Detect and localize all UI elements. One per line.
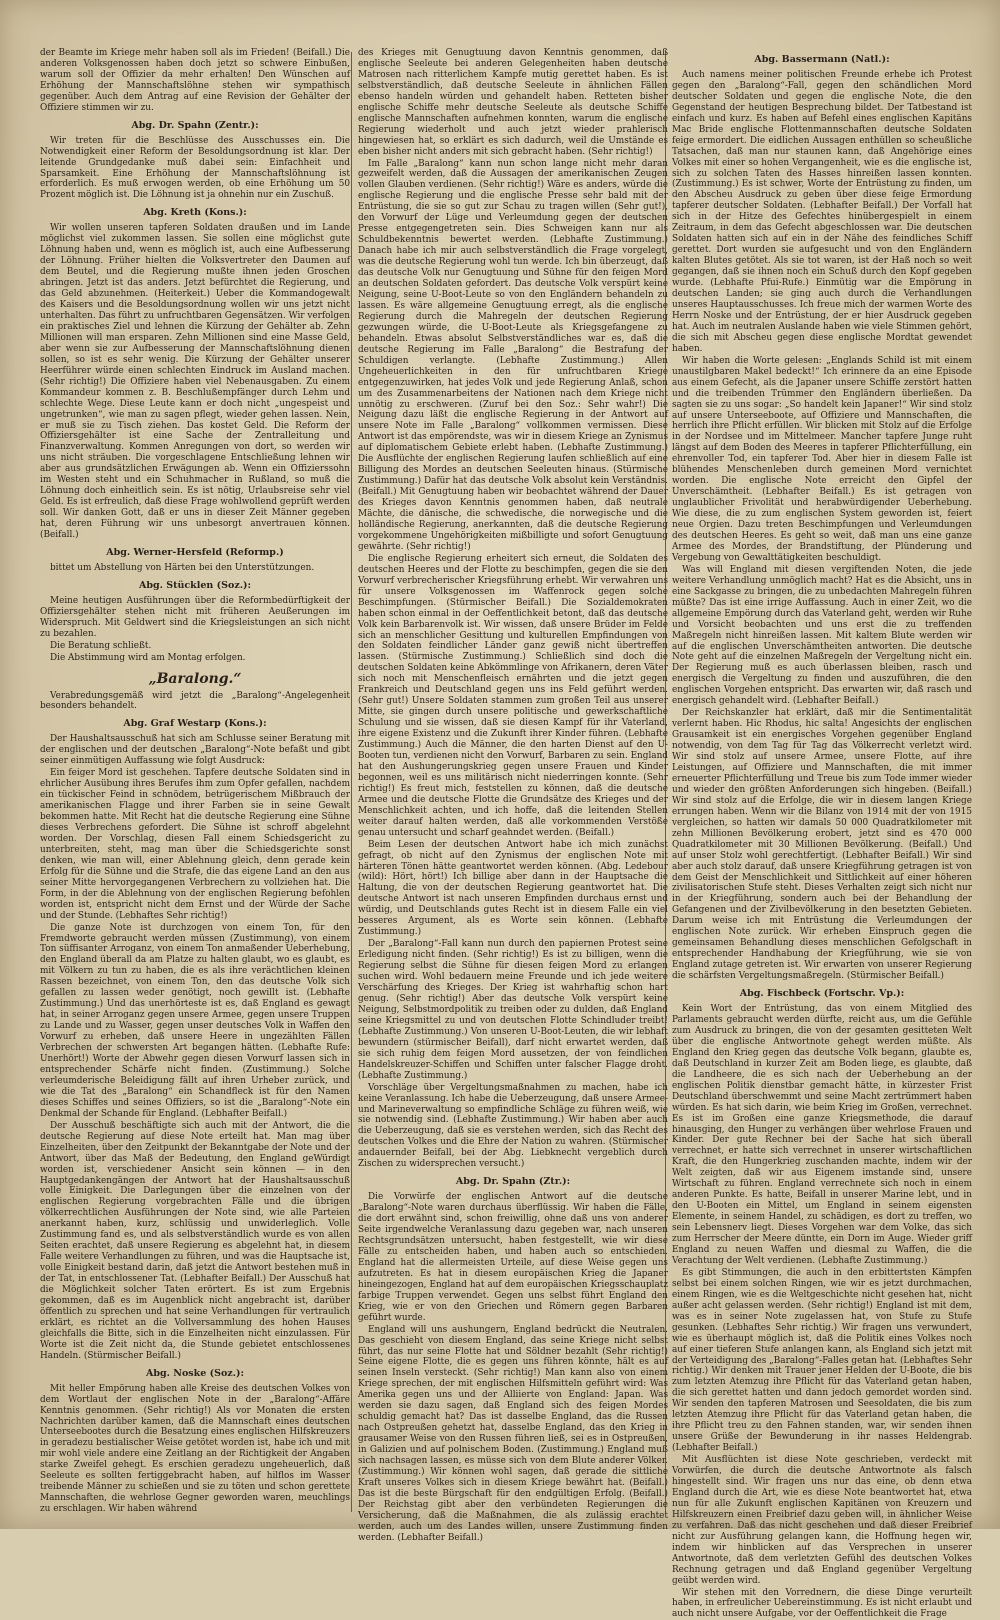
speaker-heading: Abg. Graf Westarp (Kons.):	[123, 718, 267, 730]
paragraph: Es gibt Stimmungen, die auch in den erbittertsten Kämpfen selbst bei einem solchen Ringen, wie wir es jetzt durchmachen, einem Ringen, wie es die Weltgeschichte nicht gesehen hat, nicht außer acht gelassen werden. (Sehr richtig!) England ist mit dem, was es in seiner Note zugelassen hat, von Stufe zu Stufe gesunken. (Lebhaftes Sehr richtig.) Wir fragen uns verwundert, wie es überhaupt möglich ist, daß die Politik eines Volkes noch auf einer tieferen Stufe anlangen kann, als England sich jetzt mit der Verteidigung des „Baralong“-Falles getan hat. (Lebhaftes Sehr richtig.) Wir denken mit Trauer jener Helden der U-Boote, die bis zum letzten Atemzug ihre Pflicht für das Vaterland getan haben, die sich gerettet hatten und dann jedoch gemordet worden sind. Wir senden den tapferen Matrosen und Seesoldaten, die bis zum letzten Atemzug ihre Pflicht für das Vaterland getan haben, die ihre Pflicht treu zu den Fahnen standen, war, wir senden ihnen unsere Grüße der Bewunderung in ihr nasses Heldengrab. (Lebhafter Beifall.)	[672, 1267, 973, 1454]
paragraph: bittet um Abstellung von Härten bei den Unterstützungen.	[50, 562, 315, 573]
paragraph: Die Abstimmung wird am Montag erfolgen.	[50, 652, 246, 663]
paragraph: Wir stehen mit den Vorrednern, die diese Dinge verurteilt haben, in erfreulicher Uebereinstimmung. Es ist nicht erlaubt und auch nicht unsere Aufgabe, vor der Oeffentlichkeit die Frage	[672, 1587, 972, 1620]
column-rule	[351, 52, 352, 1512]
paragraph: Im Falle „Baralong“ kann nun schon lange nicht mehr daran gezweifelt werden, daß die Aussagen der amerikanischen Zeugen vollen Glauben verdienen. (Sehr richtig!) Wäre es anders, würde die englische Regierung und die englische Presse sehr bald mit der Entrüstung, die sie so gut zur Schau zu tragen willen (Sehr gut!), den Vorwurf der Lüge und Verleumdung gegen der deutschen Presse entgegengetreten sein. Dies Schweigen kann nur als Schuldbekenntnis bewertet werden. (Lebhafte Zustimmung.) Danach habe ich mir auch selbstverständlich die Frage vorgelegt, was die deutsche Regierung wohl tun werde. Ich bin überzeugt, daß das deutsche Volk nur Genugtuung und Sühne für den feigen Mord an deutschen Soldaten gefordert. Das deutsche Volk verspürt keine Neigung, seine U-Boot-Leute so von den Engländern behandeln zu lassen. Es wäre allgemeine Genugtuung erregt, als die englische Regierung durch die Mahregeln der deutschen Regierung gezwungen würde, die U-Boot-Leute als Kriegsgefangene zu behandeln. Etwas absolut Selbstverständliches war es, daß die deutsche Regierung im Falle „Baralong“ die Bestrafung der Schuldigen verlangte. (Lebhafte Zustimmung.) Allen Ungeheuerlichkeiten in den für unfruchtbaren Kriege entgegenzuwirken, hat jedes Volk und jede Regierung Anlaß, schon um des Zusammenarbeitens der Nationen nach dem Kriege nicht unnötig zu erschweren. (Zuruf bei den Soz.: Sehr wahr!) Die Neigung dazu läßt die englische Regierung in der Antwort auf unsere Note im Falle „Baralong“ vollkommen vermissen. Diese Antwort ist das empörendste, was wir in diesem Kriege an Zynismus auf diplomatischem Gebiete erlebt haben. (Lebhafte Zustimmung.) Die Ausflüchte der englischen Regierung laufen schließlich auf eine Billigung des Mordes an deutschen Seeleuten hinaus. (Stürmische Zustimmung.) Dafür hat das deutsche Volk absolut kein Verständnis. (Beifall.) Mit Genugtuung haben wir beobachtet während der Dauer des Krieges davon Kenntnis genommen haben, daß neutrale Mächte, die dänische, die schwedische, die norwegische und die holländische Regierung, anerkannten, daß die deutsche Regierung vorgekommene Ungehörigkeiten mißbilligte und sofort Genugtuung gewährte. (Sehr richtig!)	[358, 158, 668, 552]
paragraph: Der „Baralong“-Fall kann nun durch den papiernen Protest seine Erledigung nicht finden. (Sehr richtig!) Es ist zu billigen, wenn die Regierung selbst die Sühne für diesen feigen Mord zu erlangen suchen wird. Wohl bedauern meine Freunde und ich jede weitere Verschärfung des Krieges. Der Krieg ist wahrhaftig schon hart genug. (Sehr richtig!) Aber das deutsche Volk verspürt keine Neigung, Selbstmordpolitik zu treiben oder zu dulden, daß England seine Kriegsmittel zu und von deutschen Flotte Schindluder treibt! (Lebhafte Zustimmung.) Von unseren U-Boot-Leuten, die wir lebhaft bewundern (stürmischer Beifall), darf nicht erwartet werden, daß sie sich ruhig dem feigen Mord aussetzen, der von feindlichen Handelskreuzer-Schiffen und Schiffen unter falscher Flagge droht. (Lebhafte Zustimmung.)	[358, 939, 668, 1081]
paragraph: Wir haben die Worte gelesen: „Englands Schild ist mit einem unaustilgbaren Makel bedeckt!“ Ich erinnere da an eine Episode aus einem Gefecht, als die Japaner unsere Schiffe zerstört hatten und die treibenden Trümmer den Engländern überließen. Da sagten sie zu uns sogar: „So handelt kein Japaner!“ Wir sind stolz auf unsere Unterseeboote, auf Offiziere und Mannschaften, die herrlich ihre Pflicht erfüllen. Wir blicken mit Stolz auf die Erfolge in der Nordsee und im Mittelmeer. Mancher tapfere Junge ruht längst auf dem Boden des Meeres in tapferer Pflichterfüllung, ein ehrenvoller Tod, ein tapferer Tod. Aber hier in diesem Falle ist blühendes Menschenleben durch gemeinen Mord vernichtet worden. Die englische Note erreicht den Gipfel der Unverschämtheit. (Lebhafter Beifall.) Es ist getragen von unglaublicher Frivolität und herabwürdigender Ueberhebung. Wie diese, die zu zum englischen System geworden ist, feiert neue Orgien. Dazu treten Beschimpfungen und Verleumdungen des deutschen Heeres. Es geht so weit, daß man uns eine ganze Armee des Mordes, der Brandstiftung, der Plünderung und Vergebung von Gewalttätigkeiten beschuldigt.	[672, 355, 972, 563]
paragraph: Wir treten für die Beschlüsse des Ausschusses ein. Die Notwendigkeit einer Reform der Besoldungsordnung ist klar. Der leitende Grundgedanke muß dabei sein: Einfachheit und Sparsamkeit. Eine Erhöhung der Mannschaftslöhnung ist erforderlich. Es muß erwogen werden, ob eine Erhöhung um 50 Prozent möglich ist. Die Löhnung ist ja ohnehin nur ein Zuschuß.	[40, 135, 350, 201]
paragraph: Beim Lesen der deutschen Antwort habe ich mich zunächst gefragt, ob nicht auf den Zynismus der englischen Note mit härteren Tönen hätte geantwortet werden können. (Abg. Ledebour (wild): Hört, hört!) Ich billige aber dann in der Hauptsache die Haltung, die von der deutschen Regierung geantwortet hat. Die deutsche Antwort ist nach unseren Empfinden durchaus ernst und würdig, und Deutschlands gutes Recht ist in diesem Falle ein viel besseres Argument, als es Worte sein können. (Lebhafte Zustimmung.)	[358, 839, 668, 938]
paragraph: Was will England mit diesen vergiftenden Noten, die jede weitere Verhandlung unmöglich macht? Hat es die Absicht, uns in eine Sackgasse zu bringen, die zu unbedachten Mahregeln führen müßte? Das ist eine irrige Auffassung. Auch in einer Zeit, wo die allgemeine Empörung durch das Vaterland geht, werden wir Ruhe und Vorsicht beobachten und uns erst die zu treffenden Maßregeln nicht hinreißen lassen. Mit kaltem Blute werden wir auf die englischen Unverschämtheiten antworten. Die deutsche Note geht auf die einzelnen Maßregeln der Vergeltung nicht ein. Der Regierung muß es auch überlassen bleiben, rasch und energisch die Vergeltung zu finden und auszuführen, die den englischen Vorgehen entspricht. Das erwarten wir, daß rasch und energisch gehandelt wird. (Lebhafter Beifall.)	[672, 564, 972, 707]
speaker-heading: Abg. Stücklen (Soz.):	[138, 579, 252, 591]
section-heading: „Baralong.“	[148, 670, 242, 687]
paragraph: Der Haushaltsausschuß hat sich am Schlusse seiner Beratung mit der englischen und der deutschen „Baralong“-Note befaßt und gibt seiner einmütigen Auffassung wie folgt Ausdruck:	[40, 734, 350, 767]
paragraph: Die Vorwürfe der englischen Antwort auf die deutsche „Baralong“-Note waren durchaus überflüssig. Wir haben die Fälle, die dort erwähnt sind, schon freiwillig, ohne daß uns von anderer Seite irgendwelche Veranlassung dazu gegeben war, nach unseren Rechtsgrundsätzen untersucht, haben festgestellt, wie wir diese Fälle zu entscheiden haben, und haben auch so entschieden. England hat die allermeisten Urteile, auf diese Weise gegen uns aufzutreten. Es hat in diesem europäischen Krieg die Japaner hineingezogen, England hat auf dem europäischen Kriegsschauplatz farbige Truppen verwendet. Gegen uns selbst führt England den Krieg, wie er von den Griechen und Römern gegen Barbaren geführt wurde.	[358, 1192, 668, 1323]
paragraph: Vorschläge über Vergeltungsmaßnahmen zu machen, habe ich keine Veranlassung. Ich habe die Ueberzeugung, daß unsere Armee- und Marineverwaltung so empfindliche Schläge zu führen weiß, wie sie notwendig sind. (Lebhafte Zustimmung.) Wir haben aber auch die Ueberzeugung, daß sie es verstehen werden, sich das Recht des deutschen Volkes und die Ehre der Nation zu wahren. (Stürmischer andauernder Beifall, bei der Abg. Liebknecht vergeblich durch Zischen zu widersprechen versucht.)	[358, 1082, 668, 1170]
paragraph: Die ganze Note ist durchzogen von einem Ton, für den Fremdworte gebraucht werden müssen (Zustimmung), von einem Ton süffisanter Arroganz, von einem Ton anmaßender Ueberhebung, den England überall da am Platze zu halten glaubt, wo es glaubt, es mit Völkern zu tun zu haben, die es als ihre verächtlichen kleinen Rassen bezeichnet, von einem Ton, den das deutsche Volk sich gefallen zu lassen weder genötigt, noch gewillt ist. (Lebhafte Zustimmung.) Und das unerhörteste ist es, daß England es gewagt hat, in seiner Arroganz gegen unsere Armee, gegen unsere Truppen zu Lande und zu Wasser, gegen unser deutsches Volk in Waffen den Vorwurf zu erheben, daß unsere Heere in ungezählten Fällen Verbrechen der schwersten Art begangen hätten. (Lebhafte Rufe: Unerhört!) Worte der Abwehr gegen diesen Vorwurf lassen sich in entsprechender Schärfe nicht finden. (Zustimmung.) Solche verleumderische Beleidigung fällt auf ihren Urheber zurück, und wie die Tat des „Baralong“ ein Schandfleck ist für den Namen dieses Schiffes und seines Offiziers, so ist die „Baralong“-Note ein Denkmal der Schande für England. (Lebhafter Beifall.)	[40, 922, 350, 1119]
speaker-heading: Abg. Dr. Spahn (Zentr.):	[131, 119, 259, 131]
paragraph: der Beamte im Kriege mehr haben soll als im Frieden! (Beifall.) Die anderen Volksgenossen haben doch jetzt so schwere Einbußen, warum soll der Offizier da mehr erhalten! Den Wünschen auf Erhöhung der Mannschaftslöhne stehen wir sympathisch gegenüber. Auch dem Antrag auf eine Revision der Gehälter der Offiziere stimmen wir zu.	[40, 48, 350, 113]
column-2	[358, 48, 668, 1543]
paragraph: Verabredungsgemäß wird jetzt die „Baralong“-Angelegenheit besonders behandelt.	[40, 690, 350, 712]
paragraph: Mit heller Empörung haben alle Kreise des deutschen Volkes von dem Wortlaut der englischen Note in der „Baralong“-Affäre Kenntnis genommen. (Sehr richtig!) Als vor Monaten die ersten Nachrichten darüber kamen, daß die Mannschaft eines deutschen Unterseebootes durch die Besatzung eines englischen Hilfskreuzers in geradezu bestialischer Weise getötet worden ist, habe ich und mit mir wohl viele andere eine Zeitlang an der Richtigkeit der Angaben starke Zweifel gehegt. Es erschien geradezu ungeheuerlich, daß Seeleute es sollten fertiggebracht haben, auf hilflos im Wasser treibende Männer zu schießen und sie zu töten und schon gerettete Mannschaften, die wehrlose Gegner geworden waren, meuchlings zu erschlagen. Wir haben während	[40, 1383, 350, 1515]
speaker-heading: Abg. Fischbeck (Fortschr. Vp.):	[739, 988, 905, 1000]
paragraph: Die Beratung schließt.	[50, 640, 152, 651]
paragraph: Die englische Regierung erheitert sich erneut, die Soldaten des deutschen Heeres und der Flotte zu beschimpfen, gegen die sie den Vorwurf verbrecherischer Kriegsführung erhebt. Wir verwahren uns für unsere Volksgenossen im Waffenrock gegen solche Beschimpfungen. (Stürmischer Beifall.) Die Sozialdemokraten haben schon einmal in der Oeffentlichkeit betont, daß das deutsche Volk kein Barbarenvolk ist. Wir wissen, daß unsere Brüder im Felde sich an menschlicher Gesittung und kulturellen Empfindungen von den Soldaten feindlicher Länder ganz gewiß nicht übertreffen lassen. (Stürmische Zustimmung.) Schließlich sind doch die deutschen Soldaten keine Abkömmlinge von Afrikanern, deren Väter sich noch mit Menschenfleisch ernährten und die jetzt gegen Frankreich und Deutschland gegen uns ins Feld geführt werden. (Sehr gut!) Unsere Soldaten stammen zum großen Teil aus unserer Mitte, sie gingen durch unsere politische und gewerkschaftliche Schulung und sie wissen, daß sie diesen Kampf für ihr Vaterland, ihre eigene Existenz und die Zukunft ihrer Kinder führen. (Lebhafte Zustimmung.) Auch die Männer, die den harten Dienst auf den U-Booten tun, verdienen nicht den Vorwurf, Barbaren zu sein. England hat den Aushungerungskrieg gegen unsere Frauen und Kinder begonnen, weil es uns militärisch nicht niederringen konnte. (Sehr richtig!) Es freut mich, feststellen zu können, daß die deutsche Armee und die deutsche Flotte die Grundsätze des Krieges und der Menschlichkeit achten, und ich hoffe, daß die leitenden Stellen weiter darauf halten werden, daß alle vorkommenden Verstöße genau untersucht und scharf geahndet werden. (Beifall.)	[358, 553, 668, 838]
speaker-heading: Abg. Kreth (Kons.):	[143, 207, 247, 219]
paragraph: Der Reichskanzler hat erklärt, daß mir die Sentimentalität verlernt haben. Hic Rhodus, hic salta! Angesichts der englischen Grausamkeit ist ein energisches Vorgehen gegenüber England notwendig, von dem Tag für Tag das Völkerrecht verletzt wird. Wir sind stolz auf unsere Armee, unsere Flotte, auf ihre Leistungen, auf Offiziere und Mannschaften, die mit immer erneuerter Pflichterfüllung und Treue bis zum Tode immer wieder und wieder den größten Anforderungen sich hingeben. (Beifall.) Wir sind stolz auf die Erfolge, die wir in diesem langen Kriege errungen haben. Wenn wir die Bilanz von 1914 mit der von 1915 vergleichen, so hatten wir damals 50 000 Quadratkilometer mit zehn Millionen Bevölkerung erobert, jetzt sind es 470 000 Quadratkilometer mit 30 Millionen Bevölkerung. (Beifall.) Und auf unser Stolz wohl gerechtfertigt. (Lebhafter Beifall.) Wir sind aber auch stolz darauf, daß unsere Kriegführung getragen ist von dem Geist der Menschlichkeit und Sittlichkeit auf einer höheren zivilisatorischen Stufe steht. Dieses Verhalten zeigt sich nicht nur in der Kriegführung, sondern auch bei der Behandlung der Gefangenen und der Zivilbevölkerung in den besetzten Gebieten. Darum weise ich mit Entrüstung die Verleumdungen der englischen Note zurück. Wir erheben Einspruch gegen die gemeinsamen Behandlung dieses menschlichen Gefolgschaft in entsprechender Handhabung der Kriegführung, wie sie von England zutage getreten ist. Wir erwarten von unserer Regierung die schärfsten Vergeltungsmaßregeln. (Stürmischer Beifall.)	[672, 708, 972, 982]
paragraph: England will uns aushungern, England bedrückt die Neutralen. Das geschieht von diesem England, das seine Kriege nicht selbst führt, das nur seine Flotte hat und Söldner bezahlt (Sehr richtig!) Seine eigene Flotte, die es gegen uns führen könnte, hält es auf seinen Inseln versteckt. (Sehr richtig!) Man kann also von einem Kriege sprechen, der mit englischen Hilfsmitteln geführt wird: Was Amerika gegen uns und der Alliierte von England: Japan. Was werden sie dazu sagen, daß England sich des feigen Mordes schuldig gemacht hat? Das ist dasselbe England, das die Russen nach Ostpreußen gehetzt hat, dasselbe England, das den Krieg in grausamer Weise von den Russen führen ließ, sei es in Ostpreußen, in Galizien und auf polnischem Boden. (Zustimmung.) England muß sich nachsagen lassen, es müsse sich von dem Blute anderer Völker. (Zustimmung.) Wir können wohl sagen, daß gerade die sittliche Kraft unseres Volkes sich in diesem Kriege bewährt hat. (Beifall.) Das ist die beste Bürgschaft für den endgültigen Erfolg. (Beifall.) Der Reichstag gibt aber den verbündeten Regierungen die Versicherung, daß die Maßnahmen, die als zulässig erachtet werden, auch um des Landes willen, unsere Zustimmung finden werden. (Lebhafter Beifall.)	[358, 1324, 668, 1543]
paragraph: Meine heutigen Ausführungen über die Reformbedürftigkeit der Offiziersgehälter stehen nicht mit früheren Aeußerungen im Widerspruch. Mit Geldwert sind die Kriegsleistungen an sich nicht zu bezahlen.	[40, 595, 350, 639]
speaker-heading: Abg. Dr. Spahn (Ztr.):	[455, 1176, 571, 1188]
paragraph: Auch namens meiner politischen Freunde erhebe ich Protest gegen den „Baralong“-Fall, gegen den schändlichen Mord deutscher Soldaten und gegen die englische Note, die den Gegenstand der heutigen Besprechung bildet. Der Tatbestand ist einfach und kurz. Es haben auf Befehl eines englischen Kapitäns Mac Bride englische Flottenmannschaften deutsche Soldaten feige ermordert. Die eidlichen Aussagen enthüllen so scheußliche Tatsachen, daß man nur staunen kann, daß Angehörige eines Volkes mit einer so hohen Vergangenheit, wie es die englische ist, sich zu solchen Taten des Hasses hinreißen lassen konnten. (Zustimmung.) Es ist schwer, Worte der Entrüstung zu finden, um den Abscheu Ausdruck zu geben über diese feige Ermordung tapferer deutscher Soldaten. (Lebhafter Beifall.) Der Vorfall hat sich in der Hitze des Gefechtes hinübergespielt in einem Zeitraum, in dem das Gefecht abgeschlossen war. Die deutschen Soldaten hatten sich auf ein in der Nähe des feindliches Schiff gerettet. Dort wurden sie aufgesucht und von den Engländern kalten Blutes getötet. Als sie tot waren, ist der Haß noch so weit gegangen, daß sie ihnen noch ein Schuß durch den Kopf gegeben wurde. (Lebhafte Pfui-Rufe.) Einmütig war die Empörung in deutschen Landen; sie ging auch durch die Verhandlungen unseres Hauptausschusses. Ich freue mich der warmen Worte des Herrn Noske und der Entrüstung, der er hier Ausdruck gegeben hat. Auch im neutralen Auslande haben wie viele Stimmen gehört, die sich mit Abscheu gegen diese englische Mordtat gewendet haben.	[672, 69, 972, 354]
speaker-heading: Abg. Noske (Soz.):	[146, 1367, 244, 1379]
paragraph: Der Ausschuß beschäftigte sich auch mit der Antwort, die die deutsche Regierung auf diese Note erteilt hat. Man mag über Einzelheiten, über den Zeitpunkt der Bekanntgabe der Note und der Antwort, über das Maß der Bedeutung, den England geWürdigt worden ist, verschiedener Ansicht sein können — in den Hauptgedankengängen der Antwort hat der Haushaltsausschuß volle Einigkeit. Die Darlegungen über die einzelnen von der englischen Regierung vorgebrachten Fälle und die übrigen völkerrechtlichen Ausführungen der Note sind, wie alle Parteien anerkannt haben, kurz, schlüssig und unwiderleglich. Volle Zustimmung fand es, und als selbstverständlich wurde es von allen Seiten erachtet, daß unsere Regierung es abgelehnt hat, in diesem Falle weitere Verhandlungen zu führen, und was die Hauptsache ist, volle Einigkeit bestand darin, daß jetzt die Antwort bestehen muß in der Tat, in entschlossener Tat. (Lebhafter Beifall.) Der Ausschuß hat die Möglichkeit solcher Taten erörtert. Es ist zum Ergebnis gekommen, daß es im Augenblick nicht angebracht ist, darüber öffentlich zu sprechen und hat seine Verhandlungen für vertraulich erklärt, es richtet an die Vollversammlung des hohen Hauses gleichfalls die Bitte, sich in die Einzelheiten nicht einzulassen. Für Worte ist die Zeit nicht da, die Stunde gebietet entschlossenes Handeln. (Stürmischer Beifall.)	[40, 1120, 350, 1361]
speaker-heading: Abg. Bassermann (Natl.):	[754, 54, 890, 65]
paragraph: Wir wollen unseren tapferen Soldaten draußen und im Lande möglichst viel zukommen lassen. Sie sollen eine möglichst gute Löhnung haben und, wenn es möglich ist, auch eine Aufbesserung der Löhnung. Früher hielten die Volksvertreter den Daumen auf dem Beutel, und die Regierung mußte ihnen jeden Groschen abringen. Jetzt ist das anders. Jetzt befürchtet die Regierung, und das Geld abzunehmen. (Heiterkeit.) Ueber die Kommandogewalt des Kaisers und die Besoldungsordnung wollen wir uns jetzt nicht unterhalten. Das führt zu unfruchtbaren Gegensätzen. Wir verfolgen ein praktisches Ziel und lehnen die Kürzung der Gehälter ab. Zehn Millionen will man ersparen. Zehn Millionen sind eine Masse Geld, aber wenn sie zur Aufbesserung der Mannschaftslöhnung dienen sollen, so ist es sehr wenig. Die Kürzung der Gehälter unserer Heerführer würde einen schlechten Eindruck im Ausland machen. (Sehr richtig!) Die Offiziere haben viel Nebenausgaben. Zu einem Kommandeur kommen z. B. Beschlußempfänger durch Lehm und schlechte Wege. Diese Leute kann er doch nicht „ungespeist und ungetrunken“, wie man zu sagen pflegt, wieder gehen lassen. Nein, er muß sie zu Tisch ziehen. Das kostet Geld. Die Reform der Offiziersgehälter ist eine Sache der Zentralleitung und Finanzverwaltung. Kommen Anregungen von dort, so werden wir uns nicht sträuben. Die vorgeschlagene Entschließung lehnen wir aber aus grundsätzlichen Erwägungen ab. Wenn ein Offizierssohn im Westen steht und ein Schuhmacher in Rußland, so muß die Löhnung doch einheitlich sein. Es ist nötig, Urlaubsreise sehr viel Geld. Es ist erfreulich, daß diese Frage wohlwollend geprüft werden soll. Wir danken Gott, daß er uns in dieser Zeit Männer gegeben hat, deren Führung wir uns unbesorgt anvertrauen können. (Beifall.)	[40, 223, 350, 541]
paragraph: Kein Wort der Entrüstung, das von einem Mitglied des Parlaments gebraucht werden dürfte, reicht aus, um die Gefühle zum Ausdruck zu bringen, die von der gesamten gesitteten Welt über die englische Antwortnote gehegt werden müßte. Als England den Krieg gegen das deutsche Volk begann, glaubte es, daß Deutschland in kurzer Zeit am Boden liege, es glaubte, daß die Landheere, die es sich nach der Ueberhebung an der englischen Politik dienstbar gemacht hätte, in kürzester Frist Deutschland überschwemmt und seine Macht zertrümmert haben würden. Es hat sich darin, wie beim Krieg im Großen, verrechnet. Es ist im Großen eine ganze Kriegsmethode, die darauf hinausging, den Hunger zu verhängen über wehrlose Frauen und Kinder. Der gute Rechner bei der Sache hat sich überall verrechnet, er hatte sich verrechnet in unserer wirtschaftlichen Kraft, die den Hungerkrieg zuschanden machte, indem wir der Welt zeigten, daß wir aus Eigenem imstande sind, unsere Wirtschaft zu führen. England verrechnete sich noch in einem anderen Punkte. Es hatte, Beifall in unserer Marine lebt, und in den U-Booten ein Mittel, um England in seinem eigensten Elemente, in seinem Handel, zu schädigen, es dort zu treffen, wo sein Lebensnerv liegt. Dieses Vorgehen war dem Volke, das sich zum Herrscher der Meere düntte, ein Dorn im Auge. Wieder griff England zu neuen Waffen und diesmal zu Waffen, die die Verachtung der Welt verdienen. (Lebhafte Zustimmung.)	[672, 1004, 972, 1266]
paragraph: des Krieges mit Genugtuung davon Kenntnis genommen, daß englische Seeleute bei anderen Gelegenheiten haben deutsche Matrosen nach ritterlichem Kampfe mutig gerettet haben. Es ist selbstverständlich, daß deutsche Seeleute in ähnlichen Fällen ebenso handeln würden und gehandelt haben. Retteten bisher englische Schiffe mehr deutsche Seeleute als deutsche Schiffe englische Mannschaften aufnehmen konnten, warum die englische Regierung wiederholt und auch jetzt wieder prahlerisch hingewiesen hat, so erklärt es sich dadurch, weil die Umstände es eben bisher nicht anders mit sich gebracht haben. (Sehr richtig!)	[358, 48, 668, 157]
paragraph: Mit Ausflüchten ist diese Note geschrieben, verdeckt mit Vorwürfen, die durch die deutsche Antwortnote als falsch hingestellt sind. Wir fragen uns nur das eine, ob denn etwa England durch die Art, wie es diese Note beantwortet hat, etwa nun für alle Zukunft englischen Kapitänen von Kreuzern und Hilfskreuzern einen Freibrief dazu geben will, in ähnlicher Weise zu verfahren. Daß das nicht geschehen und daß dieser Freibrief nicht zur Ausführung gelangen kann, die Hoffnung hegen wir, indem wir hinblicken auf das Versprechen in unserer Antwortnote, daß dem verletzten Gefühl des deutschen Volkes Rechnung getragen und daß England gegenüber Vergeltung geübt werden wird.	[672, 1455, 972, 1586]
column-1	[40, 48, 350, 1516]
column-3	[672, 48, 973, 1620]
paragraph: Ein feiger Mord ist geschehen. Tapfere deutsche Soldaten sind in ehrlicher Ausübung ihres Berufes ihm zum Opfer gefallen, nachdem ein tückischer Feind in schnödem, betrügerischem Mißbrauch der amerikanischen Flagge und ihrer Farben sie in seine Gewalt bekommen hatte. Mit Recht hat die deutsche Regierung eine Sühne dieses Verbrechens gefordert. Die Sühne ist schroff abgelehnt worden. Der Vorschlag, diesen Fall einem Schiedsgericht zu unterbreiten, steht, mag man über die Schiedsgerichte sonst denken, wie man will, einer Ablehnung gleich, denn gerade kein Erfolg für die Sühne und die Strafe, die das eigene Land an den aus seiner Mitte hervorgegangenen Verbrechern zu vollziehen hat. Die Form, in der die Ablehnung von der englischen Regierung befohlen worden ist, entspricht nicht dem Ernst und der Würde der Sache und der Stunde. (Lebhaftes Sehr richtig!)	[40, 768, 350, 921]
speaker-heading: Abg. Werner-Hersfeld (Reformp.)	[106, 546, 284, 558]
